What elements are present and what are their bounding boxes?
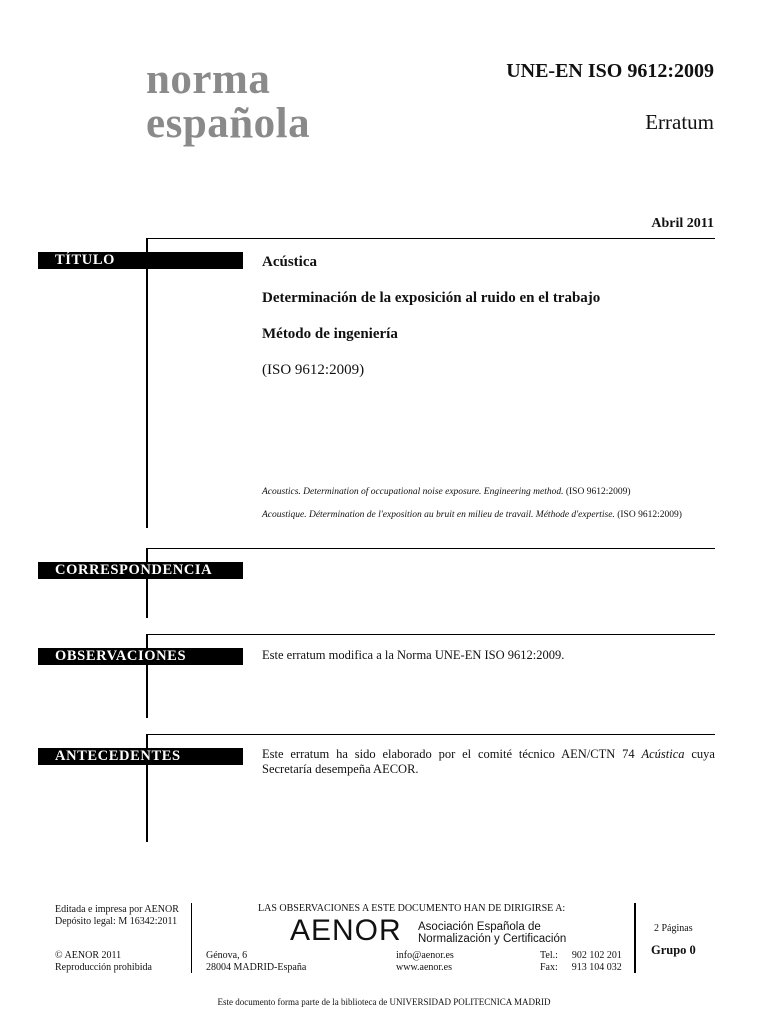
fax-value: 913 104 032 bbox=[571, 962, 622, 973]
footer-divider-left bbox=[191, 903, 192, 973]
title-line-4: (ISO 9612:2009) bbox=[262, 362, 365, 378]
price-group: Grupo 0 bbox=[651, 943, 696, 957]
online-contact bbox=[396, 950, 454, 974]
section-label-observaciones: OBSERVACIONES bbox=[38, 648, 243, 665]
brand-title bbox=[146, 58, 310, 146]
aenor-logo: AENOR bbox=[290, 914, 402, 947]
legal-deposit: Depósito legal: M 16342:2011 bbox=[55, 916, 178, 927]
antecedentes-text-part2: cuya Secretaría desempeña AECOR. bbox=[262, 747, 715, 776]
reproduction-notice: Reproducción prohibida bbox=[55, 962, 152, 973]
standard-code: UNE-EN ISO 9612:2009 bbox=[506, 60, 714, 82]
title-line-1: Acústica bbox=[262, 254, 317, 270]
section-vertical-rule bbox=[146, 634, 148, 718]
section-vertical-rule bbox=[146, 238, 148, 528]
observaciones-text: Este erratum modifica a la Norma UNE-EN ISO 9612:2009. bbox=[262, 648, 565, 662]
english-title bbox=[262, 487, 631, 497]
section-label-correspondencia: CORRESPONDENCIA bbox=[38, 562, 243, 579]
address-city: 28004 MADRID-España bbox=[206, 962, 307, 973]
section-divider bbox=[146, 548, 715, 549]
footer-divider-right bbox=[634, 903, 636, 973]
website-link[interactable]: www.aenor.es bbox=[396, 962, 453, 973]
document-subtitle: Erratum bbox=[645, 110, 714, 134]
section-label-antecedentes: ANTECEDENTES bbox=[38, 748, 243, 765]
french-title bbox=[262, 510, 682, 520]
aenor-name-line-2: Normalización y Certificación bbox=[418, 933, 567, 945]
address-street: Génova, 6 bbox=[206, 950, 248, 961]
edition-info bbox=[55, 904, 179, 928]
section-label-titulo: TÍTULO bbox=[38, 252, 243, 269]
tel-label: Tel.: bbox=[540, 950, 558, 961]
section-divider bbox=[146, 734, 715, 735]
page-count: 2 Páginas bbox=[654, 923, 693, 934]
email-link[interactable]: info@aenor.es bbox=[396, 950, 454, 961]
section-divider bbox=[146, 238, 715, 239]
brand-line-1: norma bbox=[146, 56, 271, 103]
fax-label: Fax: bbox=[540, 962, 558, 973]
postal-address bbox=[206, 950, 306, 974]
correspondence-notice: LAS OBSERVACIONES A ESTE DOCUMENTO HAN DE DIRIGIRSE A: bbox=[258, 903, 566, 914]
title-line-3: Método de ingeniería bbox=[262, 326, 398, 342]
english-title-ref: (ISO 9612:2009) bbox=[563, 487, 631, 497]
copyright: © AENOR 2011 bbox=[55, 950, 122, 961]
antecedentes-text bbox=[262, 747, 715, 777]
aenor-full-name bbox=[418, 921, 566, 945]
antecedentes-text-italic: Acústica bbox=[641, 747, 685, 761]
section-vertical-rule bbox=[146, 548, 148, 618]
publication-date: Abril 2011 bbox=[651, 216, 714, 231]
french-title-ref: (ISO 9612:2009) bbox=[614, 510, 682, 520]
library-note: Este documento forma parte de la biblioteca de UNIVERSIDAD POLITECNICA MADRID bbox=[217, 997, 551, 1007]
copyright-info bbox=[55, 950, 152, 974]
title-line-2: Determinación de la exposición al ruido en el trabajo bbox=[262, 290, 601, 306]
brand-line-2: española bbox=[146, 100, 311, 147]
aenor-name-line-1: Asociación Española de bbox=[418, 921, 541, 933]
tel-value: 902 102 201 bbox=[571, 950, 622, 961]
english-title-text: Acoustics. Determination of occupational noise exposure. Engineering method. bbox=[262, 487, 564, 497]
french-title-text: Acoustique. Détermination de l'exposition au bruit en milieu de travail. Méthode d'expertise. bbox=[262, 510, 615, 520]
phone-contact bbox=[540, 950, 622, 974]
antecedentes-text-part1: Este erratum ha sido elaborado por el comité técnico AEN/CTN 74 bbox=[262, 747, 642, 761]
edited-by: Editada e impresa por AENOR bbox=[55, 904, 179, 915]
section-divider bbox=[146, 634, 715, 635]
